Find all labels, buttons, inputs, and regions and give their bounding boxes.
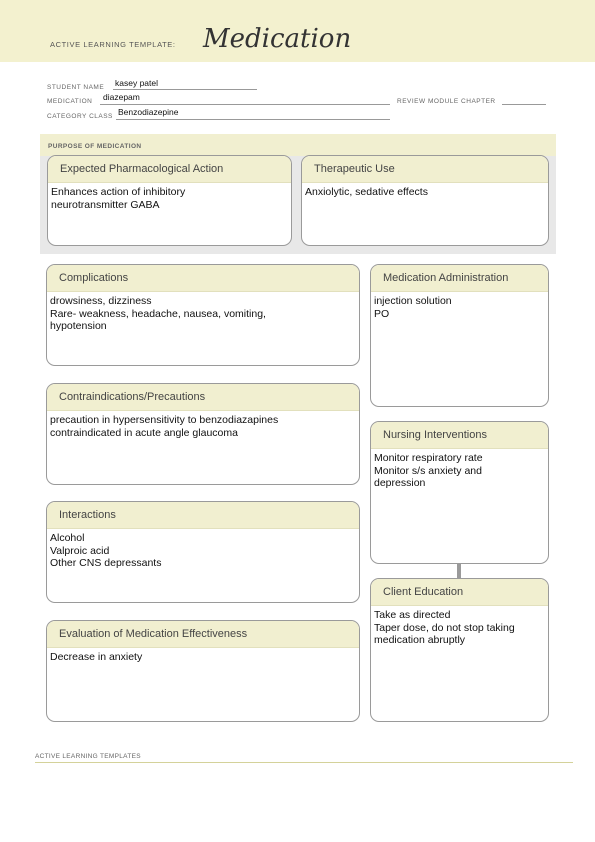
category-class-label: CATEGORY CLASS xyxy=(47,113,113,120)
student-name-underline xyxy=(113,89,257,90)
complications-box[interactable] xyxy=(46,264,360,366)
nursing-interventions-box[interactable] xyxy=(370,421,549,564)
evaluation-title: Evaluation of Medication Effectiveness xyxy=(47,621,359,648)
therapeutic-use-title: Therapeutic Use xyxy=(302,156,548,183)
interactions-body[interactable] xyxy=(47,529,359,573)
client-education-body[interactable] xyxy=(371,606,548,650)
therapeutic-use-line: Anxiolytic, sedative effects xyxy=(305,186,428,198)
nursing-interventions-body[interactable] xyxy=(371,449,548,493)
student-name-value[interactable]: kasey patel xyxy=(115,78,158,88)
nursing-interventions-line: Monitor respiratory rate xyxy=(374,452,483,464)
administration-body[interactable] xyxy=(371,292,548,323)
medication-underline xyxy=(100,104,390,105)
client-education-line: Take as directed xyxy=(374,609,451,621)
expected-action-line: neurotransmitter GABA xyxy=(51,198,160,211)
purpose-label: PURPOSE OF MEDICATION xyxy=(48,143,142,150)
footer-divider xyxy=(35,762,573,763)
nursing-interventions-line: Monitor s/s anxiety and xyxy=(374,464,482,477)
therapeutic-use-box[interactable] xyxy=(301,155,549,246)
administration-line: injection solution xyxy=(374,295,452,307)
interactions-box[interactable] xyxy=(46,501,360,603)
client-education-title: Client Education xyxy=(371,579,548,606)
category-class-underline xyxy=(116,119,390,120)
client-education-line: Taper dose, do not stop taking xyxy=(374,621,515,634)
nursing-interventions-title: Nursing Interventions xyxy=(371,422,548,449)
administration-line: PO xyxy=(374,307,390,320)
interactions-line: Valproic acid xyxy=(50,544,110,557)
client-education-box[interactable] xyxy=(370,578,549,722)
template-title: Medication xyxy=(203,24,352,54)
interactions-title: Interactions xyxy=(47,502,359,529)
review-module-label: REVIEW MODULE CHAPTER xyxy=(397,98,496,105)
medication-value[interactable]: diazepam xyxy=(103,92,140,102)
interactions-line: Alcohol xyxy=(50,532,85,544)
contraindications-body[interactable] xyxy=(47,411,359,442)
expected-action-line: Enhances action of inhibitory xyxy=(51,186,186,198)
contraindications-box[interactable] xyxy=(46,383,360,485)
interactions-line: Other CNS depressants xyxy=(50,557,162,569)
client-education-line: medication abruptly xyxy=(374,634,466,646)
contraindications-title: Contraindications/Precautions xyxy=(47,384,359,411)
connector-bar xyxy=(457,563,461,579)
nursing-interventions-line: depression xyxy=(374,477,426,489)
complications-body[interactable] xyxy=(47,292,359,336)
complications-line: hypotension xyxy=(50,320,107,332)
footer-text: ACTIVE LEARNING TEMPLATES xyxy=(35,753,141,760)
complications-title: Complications xyxy=(47,265,359,292)
contraindications-line: contraindicated in acute angle glaucoma xyxy=(50,426,238,439)
review-module-underline xyxy=(502,104,546,105)
contraindications-line: precaution in hypersensitivity to benzodiazapines xyxy=(50,414,279,426)
administration-box[interactable] xyxy=(370,264,549,407)
expected-action-title: Expected Pharmacological Action xyxy=(48,156,291,183)
student-name-label: STUDENT NAME xyxy=(47,84,105,91)
medication-label: MEDICATION xyxy=(47,98,93,105)
template-prefix: ACTIVE LEARNING TEMPLATE: xyxy=(50,40,176,49)
complications-line: Rare- weakness, headache, nausea, vomiting, xyxy=(50,307,266,320)
category-class-value[interactable]: Benzodiazepine xyxy=(118,107,179,117)
expected-action-body[interactable] xyxy=(48,183,291,214)
expected-action-box[interactable] xyxy=(47,155,292,246)
therapeutic-use-body[interactable] xyxy=(302,183,548,202)
evaluation-box[interactable] xyxy=(46,620,360,722)
evaluation-line: Decrease in anxiety xyxy=(50,651,143,663)
evaluation-body[interactable] xyxy=(47,648,359,667)
complications-line: drowsiness, dizziness xyxy=(50,295,152,307)
administration-title: Medication Administration xyxy=(371,265,548,292)
